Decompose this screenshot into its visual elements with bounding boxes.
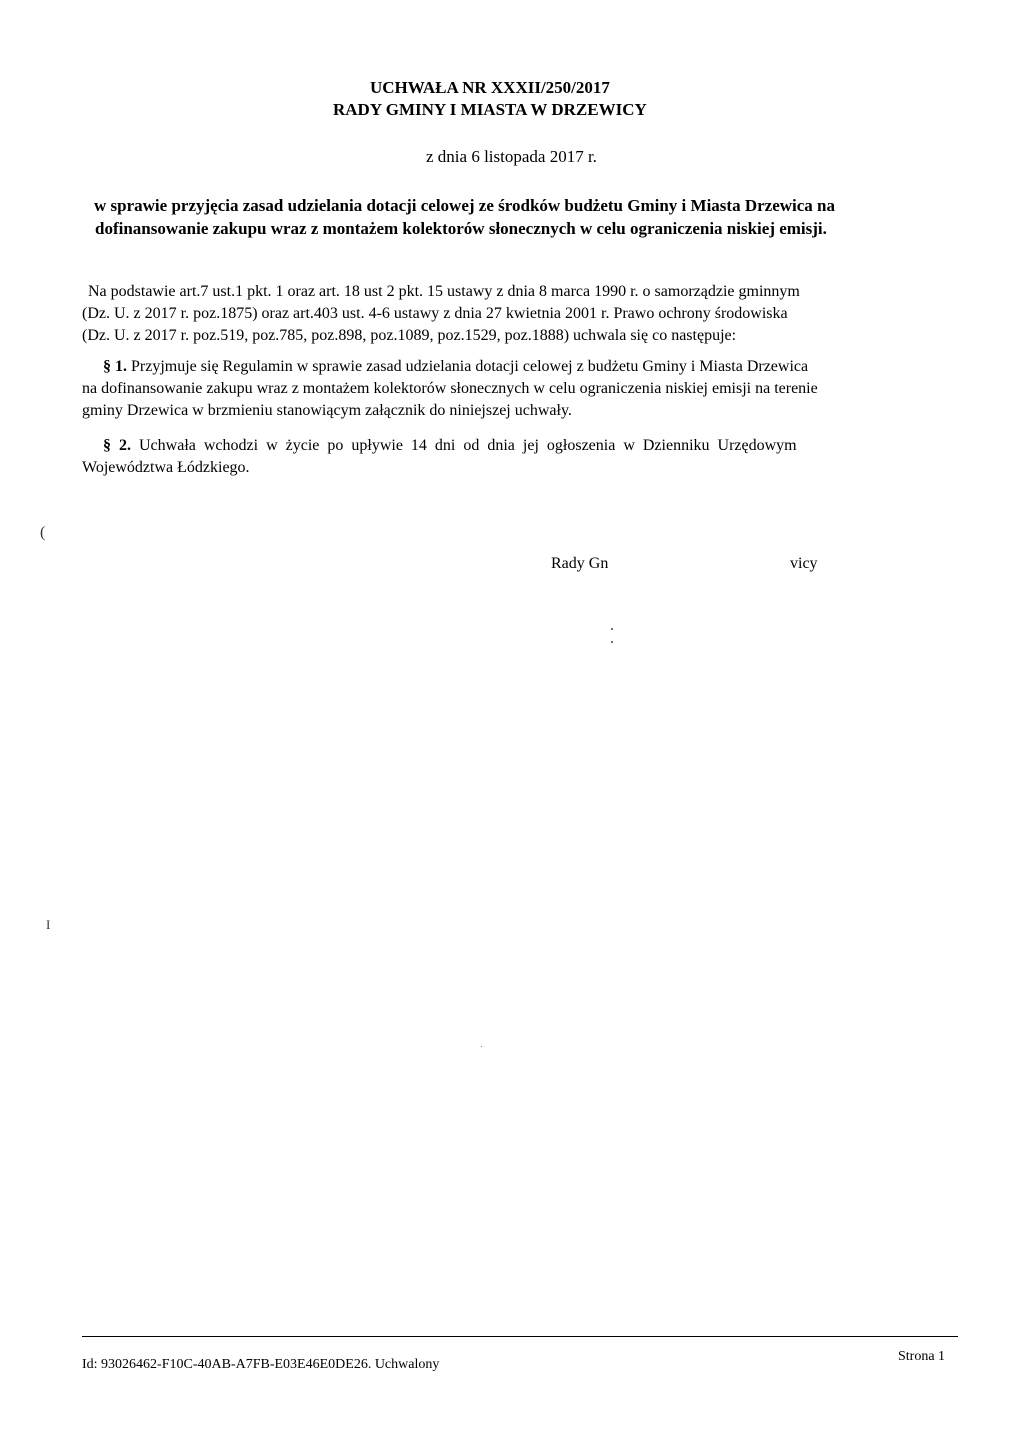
- margin-mark-bottom: I: [46, 917, 51, 932]
- scan-speck: [611, 628, 613, 630]
- footer-divider: [82, 1336, 958, 1337]
- signature-fragment-right: vicy: [790, 555, 818, 572]
- signature-fragment-left: Rady Gn: [551, 555, 609, 572]
- section-2-line-2: Województwa Łódzkiego.: [82, 459, 250, 476]
- section-1-marker: § 1.: [103, 358, 127, 375]
- scan-speck: [481, 1046, 482, 1047]
- subject-line-2: dofinansowanie zakupu wraz z montażem kolektorów słonecznych w celu ograniczenia niskiej emisji.: [95, 219, 827, 238]
- section-2: [103, 437, 797, 455]
- page-number: Strona 1: [898, 1349, 946, 1364]
- scan-speck: [611, 641, 613, 643]
- section-1-line-2: na dofinansowanie zakupu wraz z montażem kolektorów słonecznych w celu ograniczenia niskiej emisji na terenie: [82, 380, 818, 397]
- section-1-line-1: Przyjmuje się Regulamin w sprawie zasad udzielania dotacji celowej z budżetu Gminy i Miasta Drzewica: [131, 358, 809, 375]
- resolution-number: UCHWAŁA NR XXXII/250/2017: [370, 78, 610, 97]
- legal-basis-line-3: (Dz. U. z 2017 r. poz.519, poz.785, poz.898, poz.1089, poz.1529, poz.1888) uchwala się co następuje:: [82, 327, 737, 344]
- document-id: Id: 93026462-F10C-40AB-A7FB-E03E46E0DE26. Uchwalony: [82, 1357, 440, 1372]
- legal-basis-line-2: (Dz. U. z 2017 r. poz.1875) oraz art.403 ust. 4-6 ustawy z dnia 27 kwietnia 2001 r. Prawo ochrony środowiska: [82, 305, 788, 322]
- subject-line-1: w sprawie przyjęcia zasad udzielania dotacji celowej ze środków budżetu Gminy i Miasta Drzewica na: [94, 196, 835, 215]
- legal-basis-line-1: Na podstawie art.7 ust.1 pkt. 1 oraz art. 18 ust 2 pkt. 15 ustawy z dnia 8 marca 1990 r. o samorządzie gminnym: [88, 283, 800, 300]
- section-1: [103, 358, 808, 376]
- margin-mark-top: (: [40, 524, 46, 541]
- council-name: RADY GMINY I MIASTA W DRZEWICY: [333, 100, 647, 119]
- resolution-date: z dnia 6 listopada 2017 r.: [426, 147, 597, 166]
- section-1-line-3: gminy Drzewica w brzmieniu stanowiącym załącznik do niniejszej uchwały.: [82, 402, 572, 419]
- section-2-marker: § 2.: [103, 437, 131, 454]
- section-2-line-1: Uchwała wchodzi w życie po upływie 14 dni od dnia jej ogłoszenia w Dzienniku Urzędowym: [139, 437, 797, 454]
